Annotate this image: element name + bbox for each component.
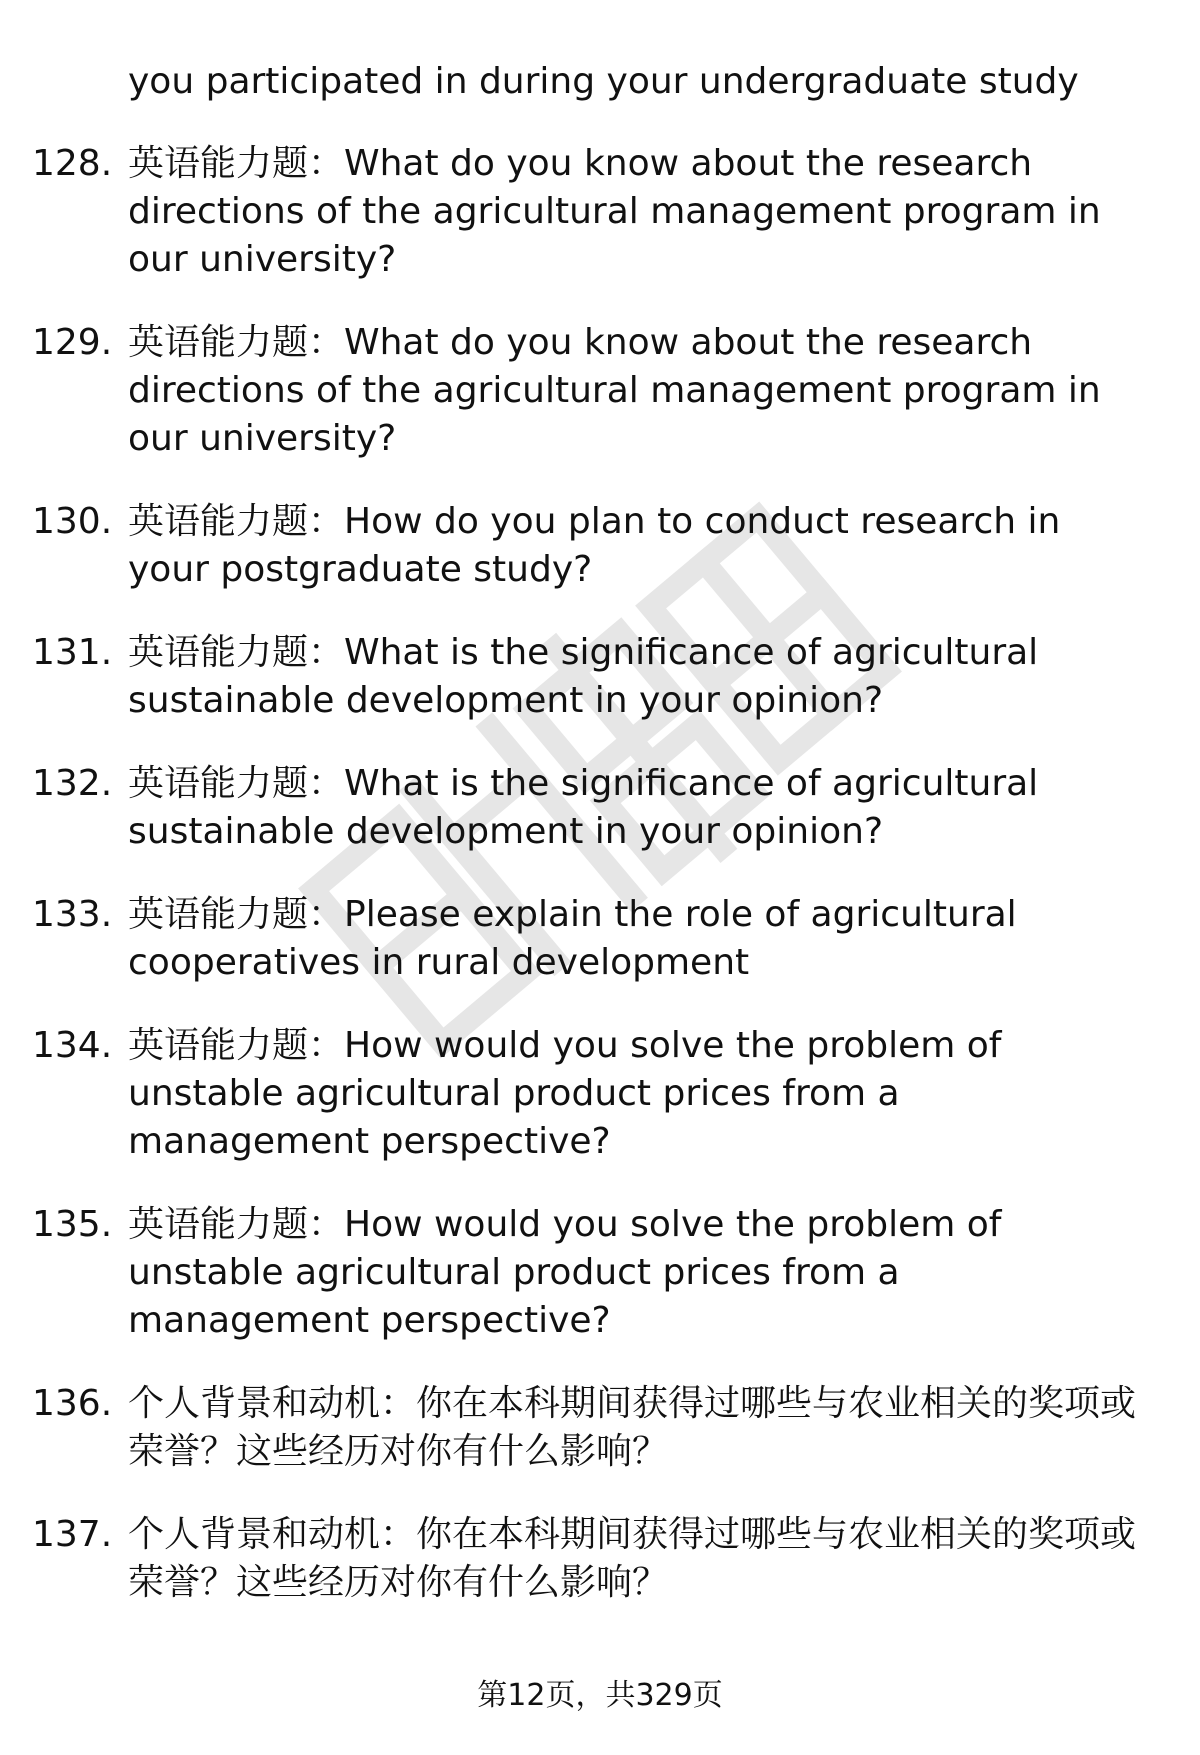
question-item (32, 319, 1172, 463)
question-item (32, 1511, 1172, 1607)
question-text: 英语能力题：Please explain the role of agricultural cooperatives in rural development (128, 894, 1017, 983)
question-item (32, 629, 1172, 725)
question-text: 个人背景和动机：你在本科期间获得过哪些与农业相关的奖项或荣誉？这些经历对你有什么影响？ (128, 1383, 1137, 1472)
question-number: 137. (32, 1514, 113, 1555)
question-text: 英语能力题：What do you know about the research directions of the agricultural management program in our university? (128, 143, 1101, 280)
question-text: 英语能力题：How would you solve the problem of unstable agricultural product prices from a management perspective? (128, 1025, 1002, 1162)
question-number: 136. (32, 1383, 113, 1424)
question-item (32, 760, 1172, 856)
question-text: 英语能力题：What do you know about the research directions of the agricultural management program in our university? (128, 322, 1101, 459)
question-text: 英语能力题：How do you plan to conduct research in your postgraduate study? (128, 501, 1061, 590)
question-number: 132. (32, 763, 113, 804)
question-number: 131. (32, 632, 113, 673)
question-text: 英语能力题：How would you solve the problem of unstable agricultural product prices from a management perspective? (128, 1204, 1002, 1341)
question-text: 英语能力题：What is the significance of agricultural sustainable development in your opinion? (128, 632, 1039, 721)
question-text: 英语能力题：What is the significance of agricultural sustainable development in your opinion? (128, 763, 1039, 852)
question-number: 133. (32, 894, 113, 935)
question-number: 130. (32, 501, 113, 542)
question-item (32, 498, 1172, 594)
page-footer: 第12页，共329页 (477, 1678, 723, 1713)
question-item (32, 1201, 1172, 1345)
question-number: 134. (32, 1025, 113, 1066)
question-number: 129. (32, 322, 113, 363)
question-number: 135. (32, 1204, 113, 1245)
question-list (32, 140, 1172, 1642)
question-text: 个人背景和动机：你在本科期间获得过哪些与农业相关的奖项或荣誉？这些经历对你有什么影响？ (128, 1514, 1137, 1603)
question-item (32, 1380, 1172, 1476)
continued-question-text: you participated in during your undergraduate study (128, 61, 1079, 102)
question-item (32, 891, 1172, 987)
question-number: 128. (32, 143, 113, 184)
question-item (32, 140, 1172, 284)
question-item (32, 1022, 1172, 1166)
